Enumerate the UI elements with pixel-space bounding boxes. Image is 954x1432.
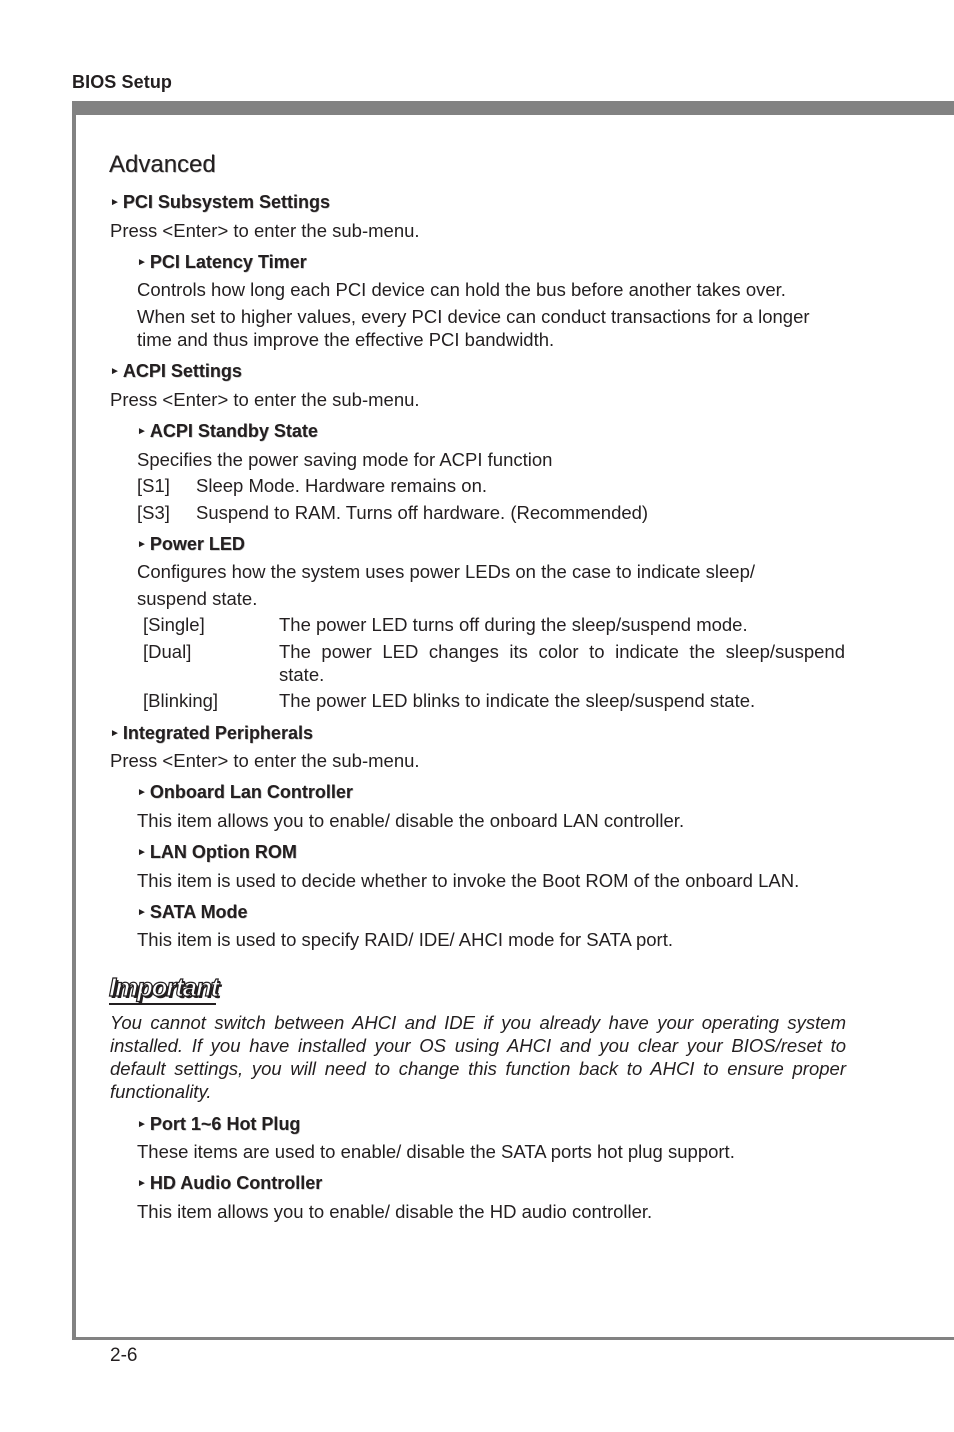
option-key-dual: [Dual]	[143, 641, 192, 662]
triangle-bullet-icon: ►	[110, 197, 120, 208]
bottom-rule	[72, 1337, 954, 1340]
important-label: Important	[109, 972, 219, 1002]
heading-hd-audio: ► HD Audio Controller	[137, 1173, 323, 1193]
acpi-settings-desc: Press <Enter> to enter the sub-menu.	[110, 389, 420, 410]
important-underline	[109, 1003, 216, 1005]
triangle-bullet-icon: ►	[137, 847, 147, 858]
heading-lan-option-rom: ► LAN Option ROM	[137, 842, 297, 862]
port-hot-plug-desc: These items are used to enable/ disable the SATA ports hot plug support.	[137, 1141, 735, 1162]
important-note: You cannot switch between AHCI and IDE if you already have your operating system installed. If you have installed your OS using AHCI and you clear your BIOS/reset to default settings, you will need to change this function back to AHCI to ensure proper functionality.	[110, 1012, 846, 1102]
heading-power-led: ► Power LED	[137, 534, 245, 554]
option-key-blinking: [Blinking]	[143, 690, 219, 711]
option-key-single: [Single]	[143, 614, 205, 635]
triangle-bullet-icon: ►	[110, 366, 120, 377]
triangle-bullet-icon: ►	[110, 728, 120, 739]
option-value-single: The power LED turns off during the sleep/suspend mode.	[279, 614, 748, 635]
power-led-desc-1: Configures how the system uses power LEDs on the case to indicate sleep/	[137, 561, 756, 582]
triangle-bullet-icon: ►	[137, 257, 147, 268]
triangle-bullet-icon: ►	[137, 1178, 147, 1189]
option-key-s3: [S3]	[137, 502, 170, 523]
triangle-bullet-icon: ►	[137, 1119, 147, 1130]
section-title: Advanced	[109, 151, 216, 178]
heading-port-hot-plug: ► Port 1~6 Hot Plug	[137, 1114, 301, 1134]
heading-acpi-settings: ► ACPI Settings	[110, 361, 242, 381]
heading-sata-mode: ► SATA Mode	[137, 902, 248, 922]
heading-integrated-peripherals: ► Integrated Peripherals	[110, 723, 313, 743]
page-number: 2-6	[110, 1345, 138, 1366]
pci-latency-desc-2: When set to higher values, every PCI device can conduct transactions for a longer time and thus improve the effective PCI bandwidth.	[137, 306, 810, 350]
triangle-bullet-icon: ►	[137, 426, 147, 437]
sata-mode-desc: This item is used to specify RAID/ IDE/ AHCI mode for SATA port.	[137, 929, 673, 950]
power-led-desc-2: suspend state.	[137, 588, 258, 609]
option-value-blinking: The power LED blinks to indicate the sleep/suspend state.	[279, 690, 756, 711]
running-head: BIOS Setup	[72, 72, 173, 92]
pci-subsystem-desc: Press <Enter> to enter the sub-menu.	[110, 220, 420, 241]
option-value-s3: Suspend to RAM. Turns off hardware. (Recommended)	[196, 502, 649, 523]
lan-option-rom-desc: This item is used to decide whether to invoke the Boot ROM of the onboard LAN.	[137, 870, 800, 891]
heading-pci-subsystem: ► PCI Subsystem Settings	[110, 192, 330, 212]
triangle-bullet-icon: ►	[137, 787, 147, 798]
option-value-dual: The power LED changes its color to indicate the sleep/suspend state.	[279, 641, 845, 685]
header-bar	[72, 101, 954, 115]
left-rule	[72, 101, 76, 1340]
option-value-s1: Sleep Mode. Hardware remains on.	[196, 475, 488, 496]
heading-onboard-lan: ► Onboard Lan Controller	[137, 782, 353, 802]
triangle-bullet-icon: ►	[137, 907, 147, 918]
triangle-bullet-icon: ►	[137, 539, 147, 550]
integrated-peripherals-desc: Press <Enter> to enter the sub-menu.	[110, 750, 420, 771]
hd-audio-desc: This item allows you to enable/ disable the HD audio controller.	[137, 1201, 653, 1222]
heading-acpi-standby: ► ACPI Standby State	[137, 421, 318, 441]
option-key-s1: [S1]	[137, 475, 170, 496]
onboard-lan-desc: This item allows you to enable/ disable the onboard LAN controller.	[137, 810, 685, 831]
heading-pci-latency: ► PCI Latency Timer	[137, 252, 307, 272]
acpi-standby-desc: Specifies the power saving mode for ACPI function	[137, 449, 553, 470]
pci-latency-desc-1: Controls how long each PCI device can hold the bus before another takes over.	[137, 279, 786, 300]
